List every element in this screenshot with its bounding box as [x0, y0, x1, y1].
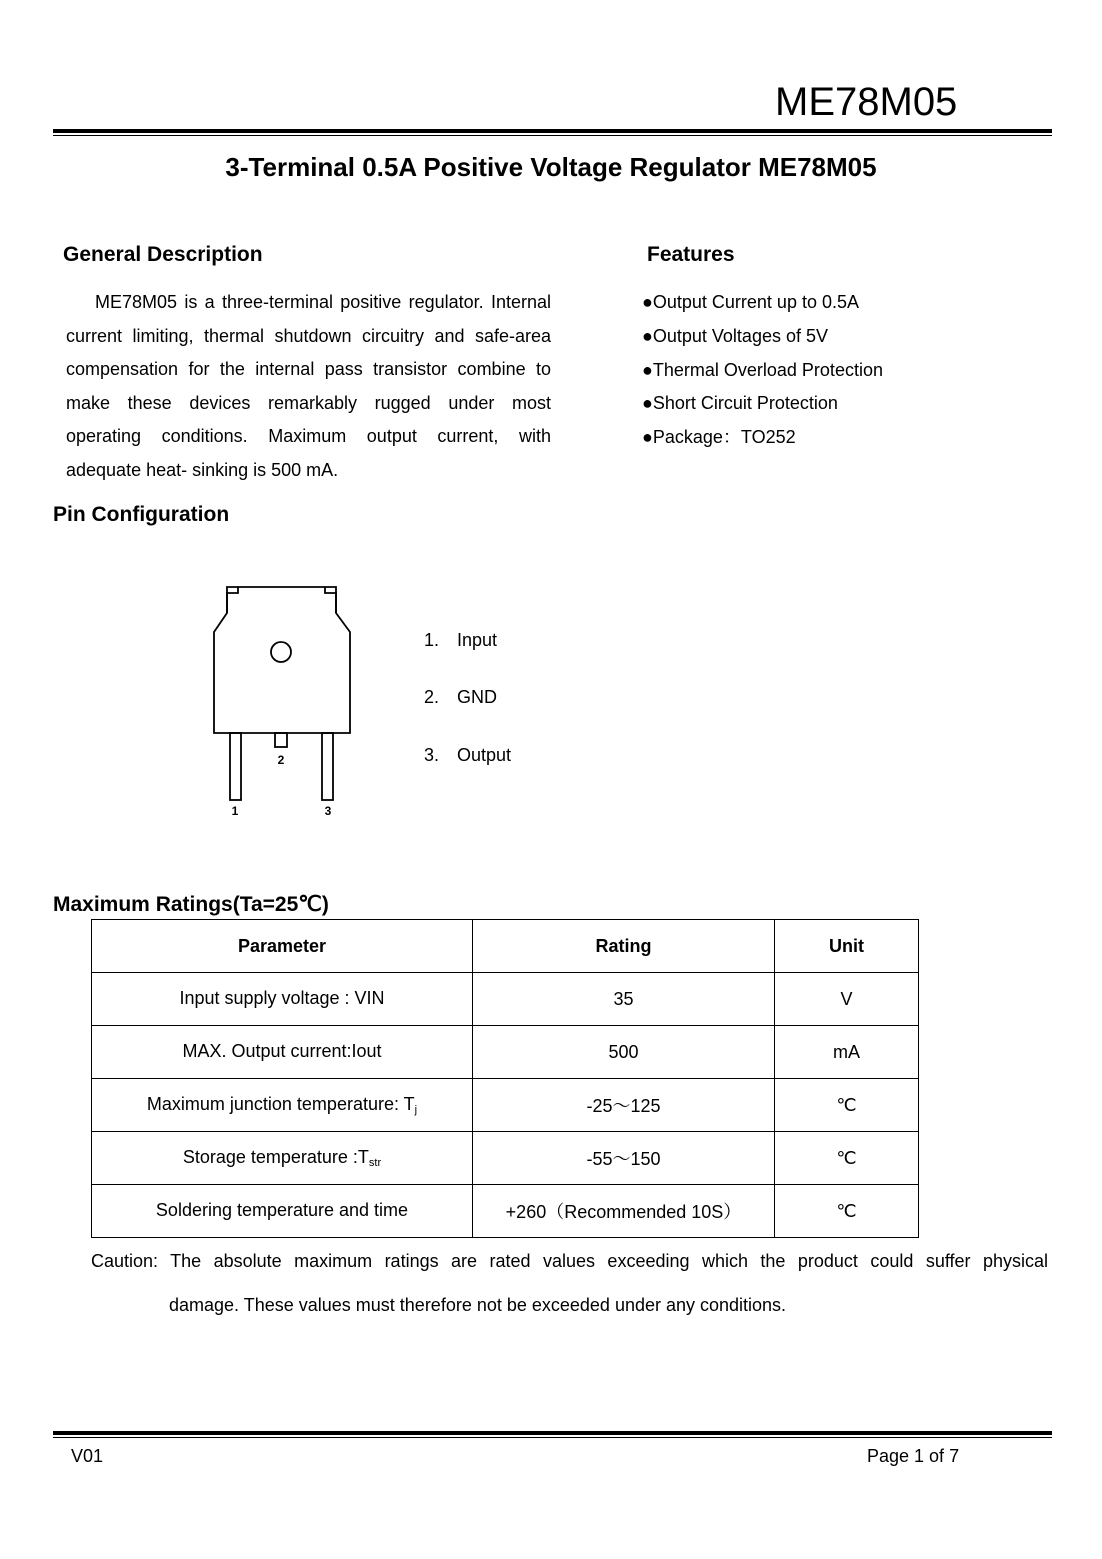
feature-item: ●Package：TO252 — [642, 427, 796, 448]
features-list — [642, 286, 883, 455]
caution-text: Caution: The absolute maximum ratings are rated values exceeding which the product could suffer physical — [91, 1251, 1048, 1271]
mounting-hole — [271, 642, 291, 662]
table-row — [92, 973, 919, 1026]
unit-cell: V — [775, 973, 919, 1026]
rating-cell: 35 — [473, 973, 775, 1026]
unit-cell: mA — [775, 1026, 919, 1079]
feature-item: ●Output Current up to 0.5A — [642, 292, 859, 312]
pin-item: 2. GND — [424, 687, 497, 707]
pin-3-label: 3 — [324, 804, 332, 818]
caution-text-continued: damage. These values must therefore not be exceeded under any conditions. — [169, 1295, 787, 1315]
max-ratings-table — [91, 919, 919, 1238]
header-rule-thin — [53, 135, 1052, 136]
parameter-cell: Maximum junction temperature: $T_j$ — [92, 1079, 473, 1132]
features-heading: Features — [647, 243, 735, 266]
table-header-row — [92, 920, 919, 973]
rating-cell: -25～125 — [473, 1079, 775, 1132]
package-tab-notch — [227, 587, 336, 613]
general-description-text: ME78M05 is a three-terminal positive regulator. Internal current limiting, thermal shutdown circuitry and safe-area compensation for the internal pass transistor combine to make these devices remarkably rugged under most operating conditions. Maximum output current, with adequate heat- sinking is 500 mA. — [66, 292, 551, 480]
pin-1-lead — [230, 733, 241, 800]
part-number: ME78M05 — [775, 80, 958, 124]
footer-rule — [53, 1431, 1052, 1435]
table-row — [92, 1079, 919, 1132]
unit-cell: ℃ — [775, 1079, 919, 1132]
max-ratings-heading: Maximum Ratings(Ta=25℃) — [53, 893, 329, 916]
general-description-heading: General Description — [63, 243, 263, 266]
rating-cell: 500 — [473, 1026, 775, 1079]
table-row — [92, 1026, 919, 1079]
column-header: Rating — [473, 920, 775, 973]
header-rule — [53, 129, 1052, 133]
parameter-cell: Soldering temperature and time — [92, 1185, 473, 1238]
pin-item: 3. Output — [424, 745, 512, 765]
rating-cell: +260（Recommended 10S） — [473, 1185, 775, 1238]
footer-rule-thin — [53, 1437, 1052, 1438]
package-body-outline — [214, 587, 350, 733]
table-row — [92, 1132, 919, 1185]
rating-cell: -55～150 — [473, 1132, 775, 1185]
feature-item: ●Short Circuit Protection — [642, 393, 838, 414]
pin-2-label: 2 — [277, 753, 285, 767]
pin-1-label: 1 — [231, 804, 239, 818]
column-header: Unit — [775, 920, 919, 973]
feature-item: ●Output Voltages of 5V — [642, 325, 828, 346]
column-header: Parameter — [92, 920, 473, 973]
pin-2-stub — [275, 733, 287, 747]
to252-package-diagram — [200, 580, 370, 825]
unit-cell: ℃ — [775, 1185, 919, 1238]
version-label: V01 — [71, 1446, 104, 1466]
feature-item: ●Thermal Overload Protection — [642, 359, 883, 380]
parameter-cell: Storage temperature $:T_{str}$ — [92, 1132, 473, 1185]
pin-item: 1. Input — [424, 630, 498, 650]
parameter-cell: MAX. Output current:Iout — [92, 1026, 473, 1079]
pin-3-lead — [322, 733, 333, 800]
parameter-cell: Input supply voltage : VIN — [92, 973, 473, 1026]
table-row — [92, 1185, 919, 1238]
document-title: 3-Terminal 0.5A Positive Voltage Regulator ME78M05 — [225, 152, 877, 182]
unit-cell: ℃ — [775, 1132, 919, 1185]
pin-configuration-heading: Pin Configuration — [53, 503, 230, 526]
page-number: Page 1 of 7 — [867, 1446, 960, 1466]
